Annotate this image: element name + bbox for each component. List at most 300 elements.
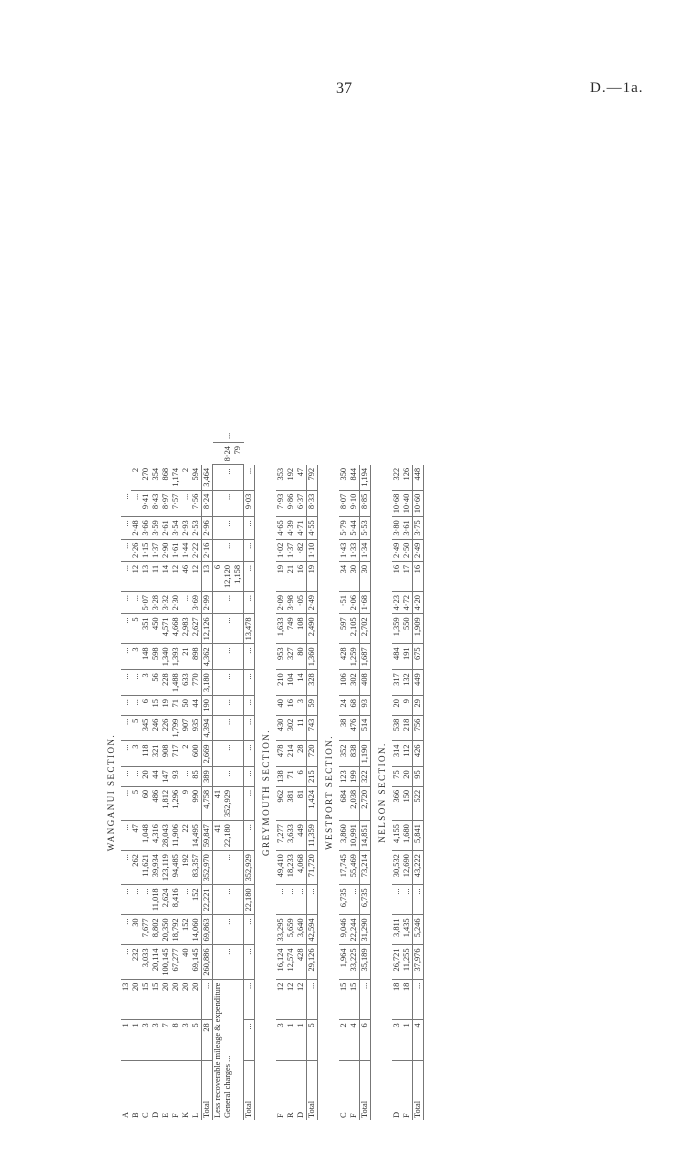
table-cell: 450 (151, 614, 161, 644)
table-cell: 3 (276, 1020, 286, 1061)
table-cell: 4·55 (307, 517, 318, 539)
table-cell: 10,991 (349, 821, 360, 851)
table-cell: 16 (286, 696, 296, 716)
table-cell (213, 614, 224, 644)
table-cell: 4,571 (161, 614, 171, 644)
table-cell: 12,120 (223, 561, 233, 591)
table-cell: 11 (151, 561, 161, 591)
table-cell: 16 (296, 561, 307, 591)
table-cell: 935 (191, 715, 202, 741)
table-cell: 6 (213, 561, 224, 591)
table-cell: 953 (276, 644, 286, 670)
table-cell: 8,802 (151, 915, 161, 945)
table-cell: ... (244, 945, 255, 979)
table-cell: 1·34 (360, 539, 371, 561)
table-cell: 478 (276, 741, 286, 767)
table-cell (233, 430, 244, 443)
table-cell: ... (223, 851, 233, 885)
table-cell: 7,677 (141, 915, 151, 945)
table-cell: ... (121, 786, 131, 820)
table-cell: 16 (413, 561, 424, 591)
table-cell: 39,934 (151, 851, 161, 885)
table-cell: ... (244, 517, 255, 539)
table-cell: 2,105 (349, 614, 360, 644)
table-cell: 9·41 (141, 490, 151, 517)
table-cell: 476 (349, 715, 360, 741)
table-cell: ... (307, 885, 318, 915)
locomotive-statistics-table (100, 430, 424, 1120)
table-cell: 118 (141, 741, 151, 767)
table-cell: ·82 (296, 539, 307, 561)
table-cell: 262 (131, 851, 141, 885)
table-row (392, 430, 402, 1120)
table-cell: 28 (296, 741, 307, 767)
table-cell: F (171, 1113, 180, 1118)
table-cell: 1,190 (360, 741, 371, 767)
table-cell: Total (307, 1060, 318, 1120)
section-heading (100, 430, 121, 1120)
table-cell: 4,068 (296, 851, 307, 885)
table-cell: 1 (131, 1020, 141, 1061)
table-cell: ... (244, 786, 255, 820)
table-cell: 352,929 (244, 851, 255, 885)
table-cell: ... (223, 465, 233, 490)
table-cell: 20 (141, 767, 151, 787)
table-cell: ... (131, 592, 141, 614)
table-cell: 14,851 (360, 821, 371, 851)
table-cell: 328 (307, 670, 318, 696)
table-cell (233, 821, 244, 851)
table-cell: ... (223, 592, 233, 614)
table-cell: ... (223, 517, 233, 539)
table-cell: 11,359 (307, 821, 318, 851)
table-cell: 426 (413, 741, 424, 767)
table-cell: 60 (141, 786, 151, 820)
table-cell: 2·22 (191, 539, 202, 561)
table-cell: 192 (286, 465, 296, 490)
table-cell: ... (121, 821, 131, 851)
table-cell: 2·49 (413, 539, 424, 561)
section-title: WESTPORT SECTION. (318, 465, 340, 1120)
table-cell: ... (121, 517, 131, 539)
table-cell: 191 (402, 644, 413, 670)
table-cell: ... (223, 430, 233, 443)
table-cell (233, 644, 244, 670)
table-cell (213, 696, 224, 716)
table-cell: 1,909 (413, 614, 424, 644)
table-cell: ... (121, 592, 131, 614)
table-cell (233, 592, 244, 614)
table-cell (213, 443, 224, 465)
table-cell: 4,155 (392, 821, 402, 851)
table-cell: ... (181, 885, 191, 915)
table-cell: 430 (276, 715, 286, 741)
table-cell: 352 (339, 741, 349, 767)
table-cell: 79 (233, 443, 244, 465)
table-cell: 633 (181, 670, 191, 696)
table-cell: 22,244 (349, 915, 360, 945)
table-cell: 5 (191, 1020, 202, 1061)
table-cell: 20 (181, 979, 191, 1020)
table-cell: 8 (171, 1020, 181, 1061)
table-cell (233, 741, 244, 767)
table-cell: 1,340 (161, 644, 171, 670)
table-cell: 232 (131, 945, 141, 979)
row-label: General charges ... (223, 1055, 232, 1118)
table-cell: 1,359 (392, 614, 402, 644)
table-cell: 2·96 (202, 517, 213, 539)
table-cell: 1,158 (233, 561, 244, 591)
table-cell: 44 (151, 767, 161, 787)
table-cell: 792 (307, 465, 318, 490)
table-cell: 73,214 (360, 851, 371, 885)
table-cell: 4,668 (171, 614, 181, 644)
table-cell: 4·71 (296, 517, 307, 539)
table-cell: 270 (141, 465, 151, 490)
table-cell: 2,038 (349, 786, 360, 820)
table-cell: 1,174 (171, 465, 181, 490)
table-cell: 2 (131, 465, 141, 490)
table-row (161, 430, 171, 1120)
table-cell: 4·72 (402, 592, 413, 614)
table-cell: 9·86 (286, 490, 296, 517)
table-cell: 69,145 (191, 945, 202, 979)
table-cell: 8·43 (151, 490, 161, 517)
table-cell: 11,621 (141, 851, 151, 885)
table-cell: 14 (161, 561, 171, 591)
table-cell: 228 (161, 670, 171, 696)
table-cell: 2,720 (360, 786, 371, 820)
table-cell: ... (121, 561, 131, 591)
table-cell: 600 (191, 741, 202, 767)
table-cell: 684 (339, 786, 349, 820)
table-cell: 352,970 (202, 851, 213, 885)
table-cell: 3 (151, 1020, 161, 1061)
table-cell: 100,145 (161, 945, 171, 979)
table-cell (213, 644, 224, 670)
table-cell (213, 465, 224, 490)
table-cell: 428 (339, 644, 349, 670)
table-cell: 3·75 (413, 517, 424, 539)
table-cell: 8·85 (360, 490, 371, 517)
table-cell: 9 (402, 696, 413, 716)
table-cell: 15 (151, 979, 161, 1020)
table-cell: 49,410 (276, 851, 286, 885)
table-cell (213, 915, 224, 945)
table-cell: 6 (141, 696, 151, 716)
table-cell: ... (244, 915, 255, 945)
table-cell: ... (181, 592, 191, 614)
table-cell: 2,702 (360, 614, 371, 644)
table-cell: ... (244, 741, 255, 767)
table-cell: 4·65 (276, 517, 286, 539)
table-cell: ... (223, 644, 233, 670)
table-cell: 2·61 (161, 517, 171, 539)
table-cell: 1 (296, 1020, 307, 1061)
table-cell: 10·68 (392, 490, 402, 517)
table-cell: 594 (191, 465, 202, 490)
table-cell: 1,424 (307, 786, 318, 820)
table-cell: 2 (181, 741, 191, 767)
table-cell (233, 885, 244, 915)
table-cell: 4·23 (392, 592, 402, 614)
table-cell: ... (131, 885, 141, 915)
table-cell: 389 (202, 767, 213, 787)
table-cell: 83,357 (191, 851, 202, 885)
table-cell: ·05 (296, 592, 307, 614)
table-cell: D (392, 1111, 401, 1118)
table-cell: ... (121, 885, 131, 915)
table-cell: 13,478 (244, 614, 255, 644)
table-cell: 4·39 (286, 517, 296, 539)
table-cell: ... (223, 715, 233, 741)
table-cell: 4 (413, 1020, 424, 1061)
table-cell: 3 (141, 1020, 151, 1061)
table-cell: 1·37 (286, 539, 296, 561)
table-cell: 218 (402, 715, 413, 741)
table-cell: ... (121, 644, 131, 670)
table-cell: 12,126 (202, 614, 213, 644)
table-cell: 1·68 (360, 592, 371, 614)
table-cell: 59 (307, 696, 318, 716)
table-cell: 3,860 (339, 821, 349, 851)
table-cell (233, 851, 244, 885)
total-row (307, 430, 318, 1120)
table-cell: 6 (296, 767, 307, 787)
table-cell (233, 786, 244, 820)
table-cell: 108 (296, 614, 307, 644)
table-cell: 41 (213, 821, 224, 851)
table-cell: 1,488 (171, 670, 181, 696)
table-cell (233, 915, 244, 945)
table-cell: 1,360 (307, 644, 318, 670)
table-cell: 12 (131, 561, 141, 591)
table-cell: 20 (402, 767, 413, 787)
table-cell: 1·33 (349, 539, 360, 561)
table-cell: 148 (141, 644, 151, 670)
table-cell: 484 (392, 644, 402, 670)
table-cell: 20 (191, 979, 202, 1020)
table-row (171, 430, 181, 1120)
table-cell: 69,863 (202, 915, 213, 945)
table-cell: 1,633 (276, 614, 286, 644)
table-cell: 8,416 (171, 885, 181, 915)
page-number: 37 (336, 80, 352, 97)
table-cell: Total (244, 1060, 255, 1120)
table-cell: 93 (360, 696, 371, 716)
table-cell: 2·53 (191, 517, 202, 539)
table-cell: 1·15 (141, 539, 151, 561)
table-cell: 16 (392, 561, 402, 591)
table-cell: 3·66 (141, 517, 151, 539)
table-cell: 14 (296, 670, 307, 696)
table-cell: 152 (181, 915, 191, 945)
table-cell: 56 (151, 670, 161, 696)
table-cell: 321 (151, 741, 161, 767)
table-cell: 21 (286, 561, 296, 591)
table-cell: F (276, 1113, 285, 1118)
table-cell: 6·37 (296, 490, 307, 517)
table-cell: 8·24 (202, 490, 213, 517)
table-cell: 4,758 (202, 786, 213, 820)
table-cell (233, 767, 244, 787)
table-cell: 190 (202, 696, 213, 716)
table-cell: 2·99 (202, 592, 213, 614)
table-cell: ... (307, 979, 318, 1020)
table-cell: 12 (296, 979, 307, 1020)
table-cell: ... (121, 670, 131, 696)
total-row (202, 430, 213, 1120)
table-cell: 22,180 (244, 885, 255, 915)
table-cell: A (121, 1111, 130, 1118)
table-cell: 3 (392, 1020, 402, 1061)
table-cell: 29 (413, 696, 424, 716)
section-heading (255, 430, 277, 1120)
table-cell: ... (141, 885, 151, 915)
table-cell (213, 851, 224, 885)
table-cell: ... (121, 741, 131, 767)
section-title: GREYMOUTH SECTION. (255, 465, 277, 1120)
table-cell: 743 (307, 715, 318, 741)
table-cell: Total (413, 1060, 424, 1120)
table-cell: ... (402, 885, 413, 915)
table-cell: 5·79 (339, 517, 349, 539)
table-cell: F (349, 1113, 358, 1118)
table-cell: 1 (121, 1020, 131, 1061)
table-cell (233, 696, 244, 716)
table-cell: 199 (349, 767, 360, 787)
table-cell: 246 (151, 715, 161, 741)
table-cell: 322 (360, 767, 371, 787)
table-cell: 14,060 (191, 915, 202, 945)
table-cell: 3,180 (202, 670, 213, 696)
table-cell: 26,721 (392, 945, 402, 979)
table-cell (213, 539, 224, 561)
table-cell: 19 (276, 561, 286, 591)
table-row (181, 430, 191, 1120)
table-row (339, 430, 349, 1120)
table-cell: 1·44 (181, 539, 191, 561)
table-cell: 352,929 (223, 786, 233, 820)
table-cell: 2,983 (181, 614, 191, 644)
table-cell: ... (392, 885, 402, 915)
table-cell: 11,255 (402, 945, 413, 979)
table-cell: 15 (339, 979, 349, 1020)
table-cell: 192 (181, 851, 191, 885)
table-cell: 2·30 (171, 592, 181, 614)
table-cell: 3·80 (392, 517, 402, 539)
table-cell: 40 (276, 696, 286, 716)
table-cell: 47 (296, 465, 307, 490)
rotated-table-container (100, 140, 620, 1120)
table-cell: 2,490 (307, 614, 318, 644)
table-cell: ... (276, 885, 286, 915)
table-cell: ... (296, 885, 307, 915)
table-cell: 5,246 (413, 915, 424, 945)
page-reference: D.—1a. (590, 80, 644, 96)
table-cell: 2 (339, 1020, 349, 1061)
table-cell: 226 (161, 715, 171, 741)
table-cell: 20 (392, 696, 402, 716)
table-cell: 5·44 (349, 517, 360, 539)
table-cell: 22,221 (202, 885, 213, 915)
table-cell: 4,362 (202, 644, 213, 670)
table-cell: 990 (191, 786, 202, 820)
table-cell: 327 (286, 644, 296, 670)
table-cell: 29,126 (307, 945, 318, 979)
table-cell: ... (413, 979, 424, 1020)
table-cell: ... (121, 696, 131, 716)
table-cell: ... (131, 670, 141, 696)
table-cell: 18 (402, 979, 413, 1020)
total-row (413, 430, 424, 1120)
table-cell: ... (244, 592, 255, 614)
table-cell: 353 (276, 465, 286, 490)
table-cell: 3·59 (151, 517, 161, 539)
table-cell: 20,114 (151, 945, 161, 979)
section-title: WANGANUI SECTION. (106, 733, 116, 852)
table-cell: ... (244, 979, 255, 1020)
table-cell: 7 (161, 1020, 171, 1061)
table-cell: 1 (402, 1020, 413, 1061)
table-cell: 34 (339, 561, 349, 591)
table-cell: 3,033 (141, 945, 151, 979)
table-cell: 18 (392, 979, 402, 1020)
table-cell (213, 430, 224, 443)
table-cell: 31,290 (360, 915, 371, 945)
table-cell: ... (223, 945, 233, 979)
total-row (360, 430, 371, 1120)
table-cell (233, 539, 244, 561)
table-cell: 514 (360, 715, 371, 741)
table-cell: 20,350 (161, 915, 171, 945)
table-cell: 3 (131, 741, 141, 767)
table-cell: 24 (339, 696, 349, 716)
table-cell (233, 490, 244, 517)
table-cell: 2·90 (161, 539, 171, 561)
table-cell: ... (244, 696, 255, 716)
table-cell: ... (244, 715, 255, 741)
table-cell: 12 (286, 979, 296, 1020)
table-cell: 2·49 (392, 539, 402, 561)
table-cell: 11,906 (171, 821, 181, 851)
table-cell: 71,720 (307, 851, 318, 885)
table-cell: 1 (286, 1020, 296, 1061)
table-cell: 3 (141, 670, 151, 696)
table-cell: ... (121, 915, 131, 945)
table-cell: 210 (276, 670, 286, 696)
table-cell: 844 (349, 465, 360, 490)
table-cell: ... (244, 670, 255, 696)
table-cell: 47 (131, 821, 141, 851)
general-charges-row (223, 430, 233, 1120)
table-cell: 43,222 (413, 851, 424, 885)
table-cell: ... (121, 715, 131, 741)
table-cell: ... (223, 614, 233, 644)
table-cell: 2·50 (402, 539, 413, 561)
table-cell: 147 (161, 767, 171, 787)
table-cell: ... (121, 490, 131, 517)
table-cell: 538 (392, 715, 402, 741)
table-cell: 1·37 (151, 539, 161, 561)
table-cell: 550 (402, 614, 413, 644)
table-cell: 106 (339, 670, 349, 696)
table-row (121, 430, 131, 1120)
table-cell: 30 (349, 561, 360, 591)
table-cell: 19 (307, 561, 318, 591)
table-cell: 302 (286, 715, 296, 741)
table-cell: 11 (296, 715, 307, 741)
